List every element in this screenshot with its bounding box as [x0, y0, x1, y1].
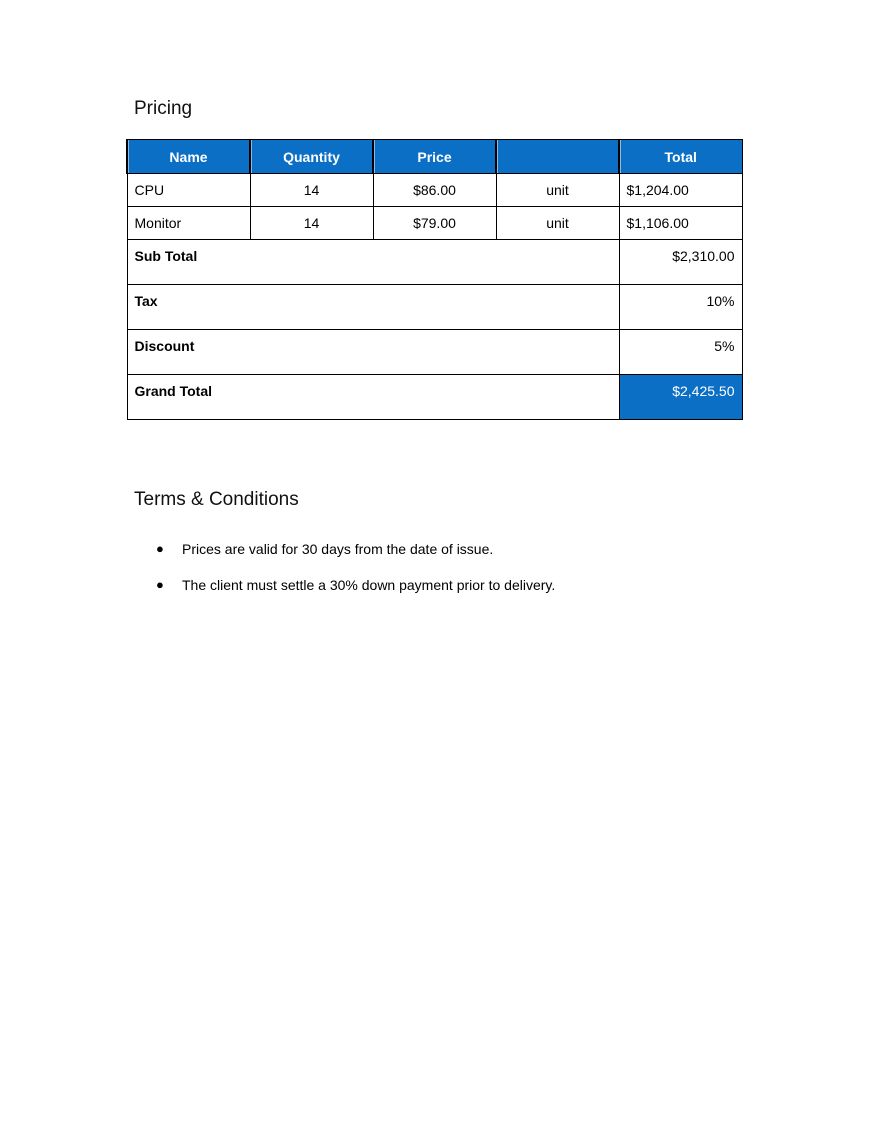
pricing-title: Pricing [134, 98, 193, 119]
terms-title: Terms & Conditions [134, 489, 299, 510]
discount-value: 5% [619, 330, 742, 375]
item-name: Monitor [127, 207, 250, 240]
tax-row [127, 285, 742, 330]
column-header-total: Total [619, 140, 742, 174]
item-unit: unit [496, 207, 619, 240]
subtotal-row [127, 240, 742, 285]
column-header-quantity: Quantity [250, 140, 373, 174]
list-item [156, 574, 555, 610]
item-total: $1,204.00 [619, 174, 742, 207]
column-header-name: Name [127, 140, 250, 174]
list-item [156, 538, 555, 574]
bullet-icon: ● [156, 577, 164, 592]
column-header-unit [496, 140, 619, 174]
item-total: $1,106.00 [619, 207, 742, 240]
discount-row [127, 330, 742, 375]
terms-list [156, 538, 555, 610]
column-header-price: Price [373, 140, 496, 174]
table-row [127, 174, 742, 207]
table-header-row [127, 140, 742, 174]
table-row [127, 207, 742, 240]
tax-value: 10% [619, 285, 742, 330]
item-price: $79.00 [373, 207, 496, 240]
grand-total-row [127, 375, 742, 420]
item-quantity: 14 [250, 174, 373, 207]
grand-total-label: Grand Total [127, 375, 619, 420]
pricing-table [126, 139, 743, 420]
discount-label: Discount [127, 330, 619, 375]
term-text: The client must settle a 30% down payment prior to delivery. [182, 577, 556, 593]
bullet-icon: ● [156, 541, 164, 556]
term-text: Prices are valid for 30 days from the date of issue. [182, 541, 494, 557]
subtotal-value: $2,310.00 [619, 240, 742, 285]
item-price: $86.00 [373, 174, 496, 207]
grand-total-value: $2,425.50 [619, 375, 742, 420]
subtotal-label: Sub Total [127, 240, 619, 285]
item-quantity: 14 [250, 207, 373, 240]
tax-label: Tax [127, 285, 619, 330]
item-unit: unit [496, 174, 619, 207]
item-name: CPU [127, 174, 250, 207]
